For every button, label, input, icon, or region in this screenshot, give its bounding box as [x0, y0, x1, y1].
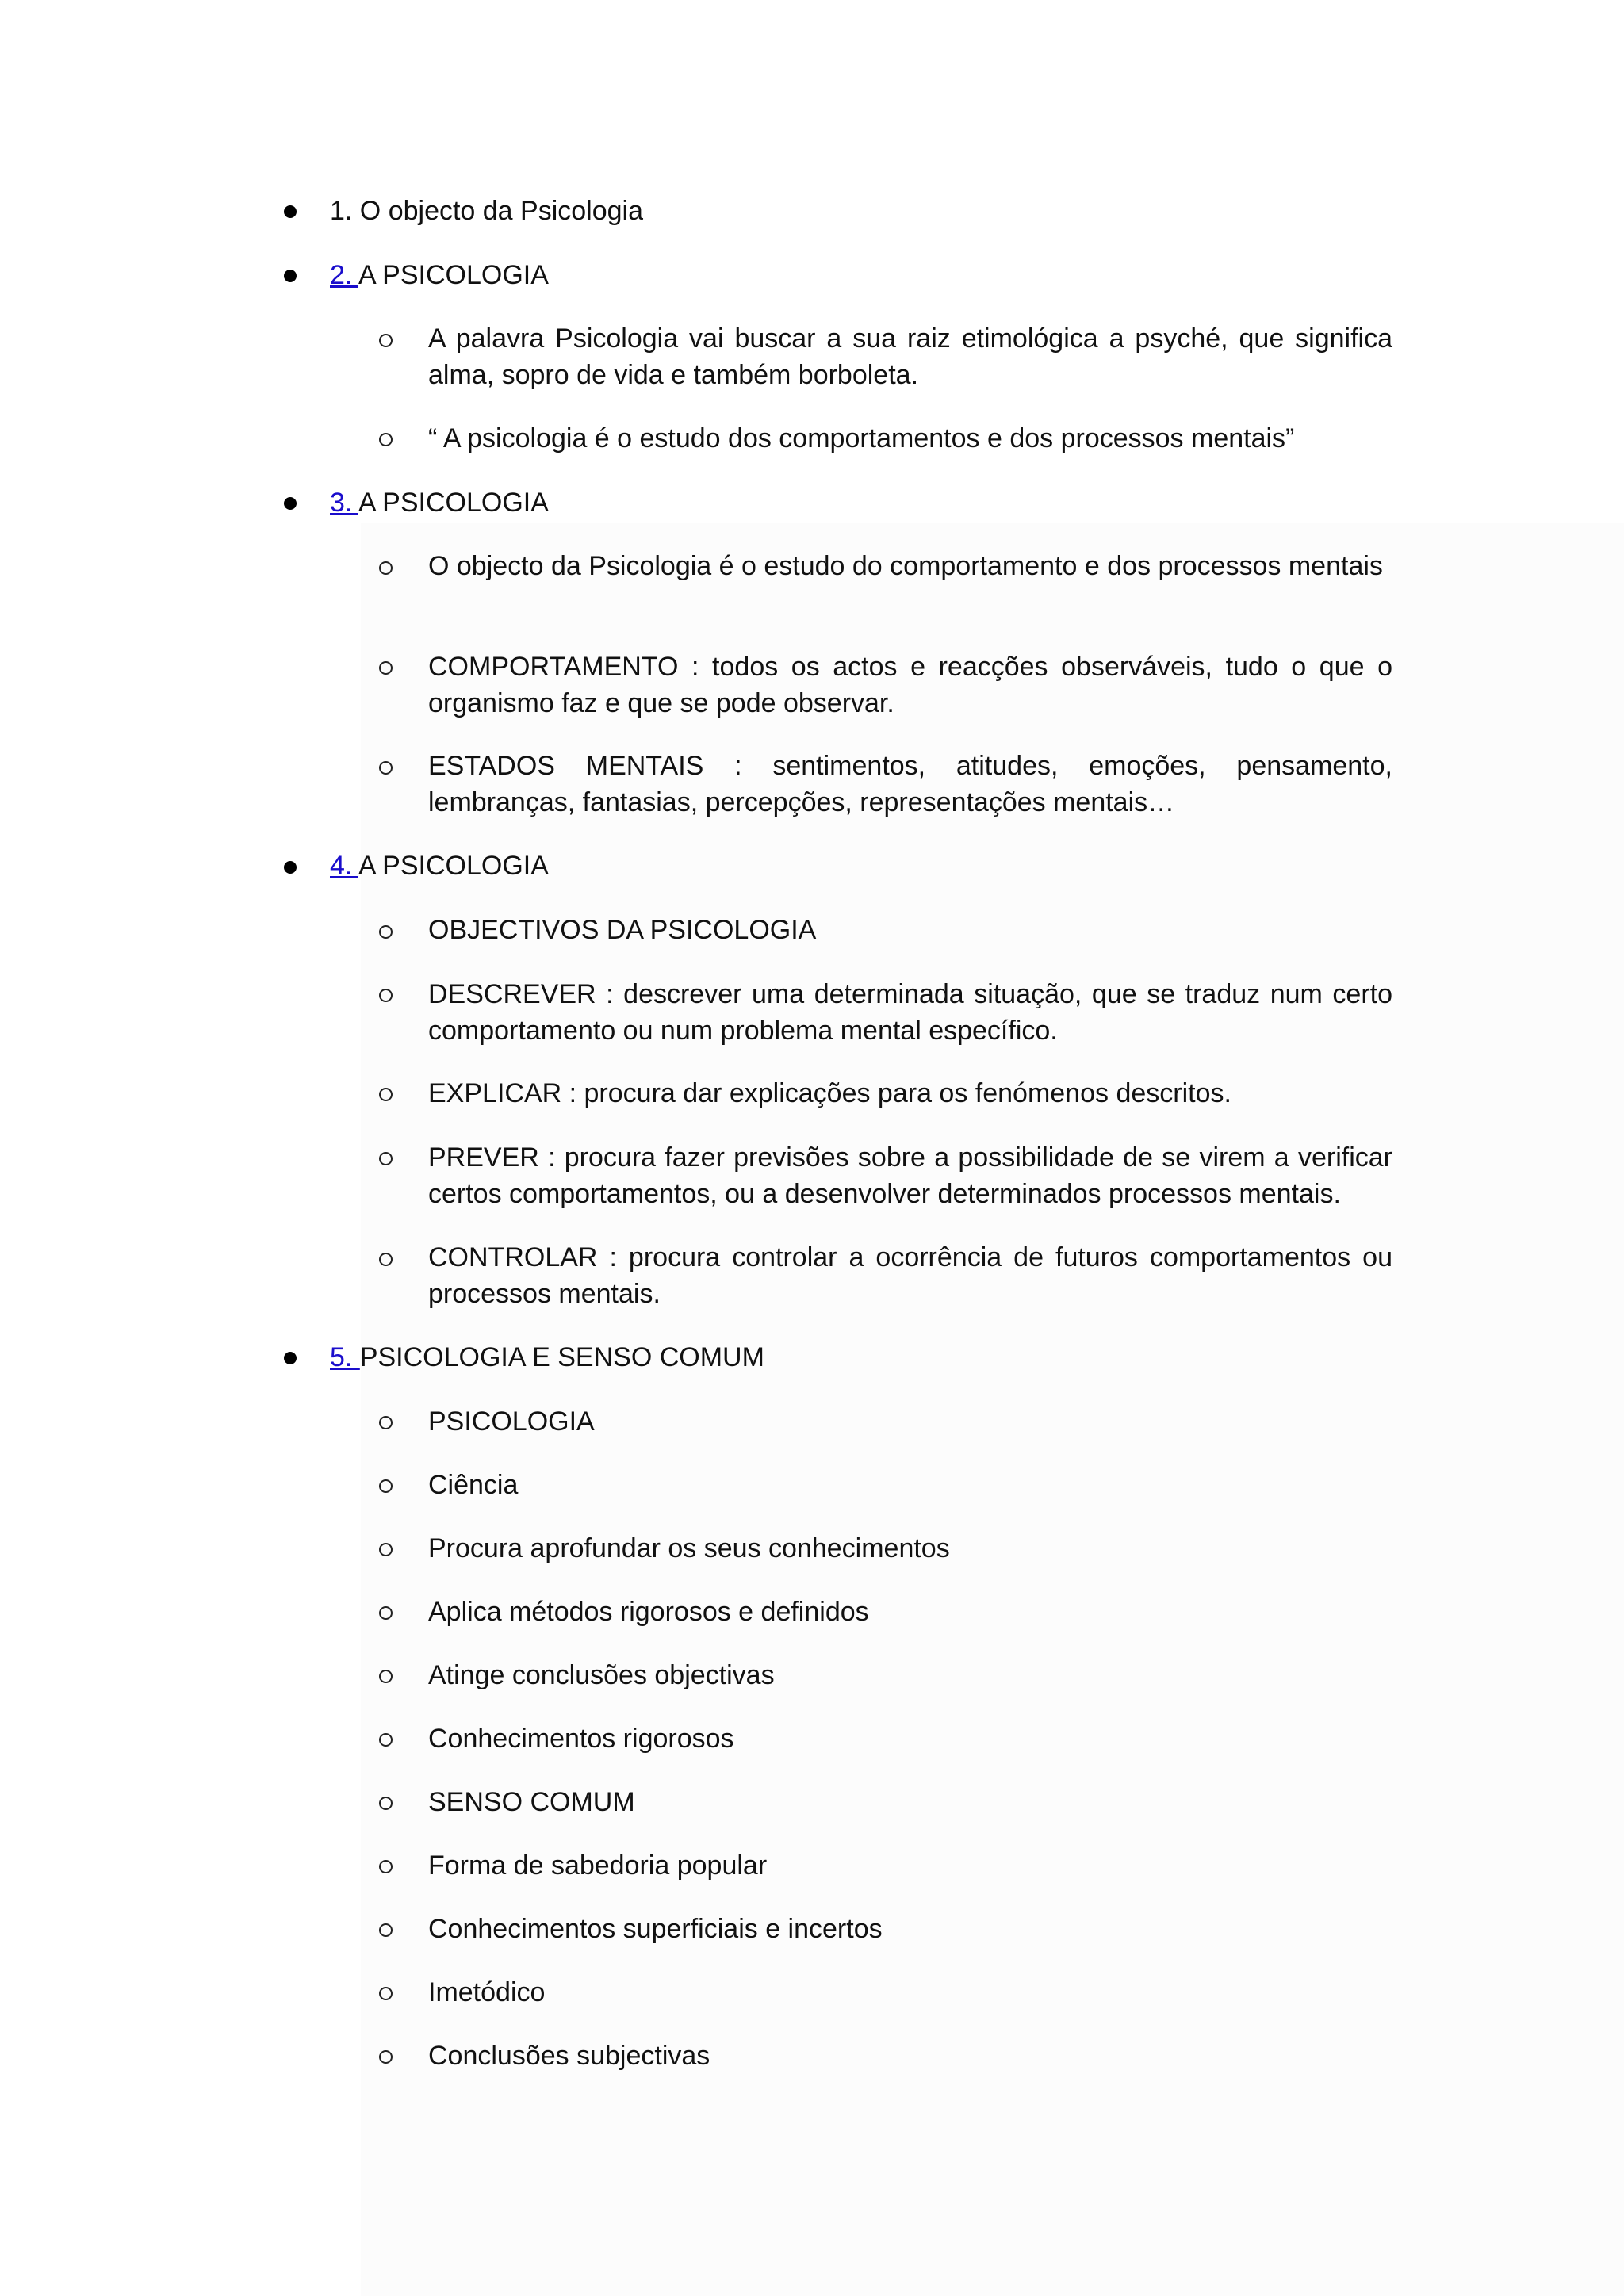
list-item: EXPLICAR : procura dar explicações para os fenómenos descritos.: [428, 1078, 1231, 1108]
circle-bullet: [379, 1479, 393, 1493]
circle-bullet: [379, 1088, 393, 1101]
circle-bullet: [379, 1923, 393, 1937]
circle-bullet: [379, 761, 393, 775]
circle-bullet: [379, 1797, 393, 1810]
bullet-dot: [284, 497, 297, 510]
list-item: SENSO COMUM: [428, 1787, 635, 1817]
list-item: Conhecimentos superficiais e incertos: [428, 1914, 883, 1944]
section-2-link[interactable]: 2.: [330, 260, 358, 290]
section-3-link[interactable]: 3.: [330, 488, 358, 518]
list-item: Conhecimentos rigorosos: [428, 1724, 734, 1754]
circle-bullet: [379, 1987, 393, 2000]
list-item: “ A psicologia é o estudo dos comportamentos e dos processos mentais”: [428, 423, 1295, 453]
section-1-title: 1. O objecto da Psicologia: [330, 196, 644, 226]
list-item: PSICOLOGIA: [428, 1406, 595, 1437]
list-item: O objecto da Psicologia é o estudo do comportamento e dos processos mentais: [428, 551, 1383, 581]
section-3-title: A PSICOLOGIA: [358, 488, 549, 518]
list-item: Conclusões subjectivas: [428, 2041, 710, 2071]
list-item: DESCREVER : descrever uma determinada situação, que se traduz num certo comportamento ou num problema mental específico.: [428, 979, 1392, 1046]
circle-bullet: [379, 334, 393, 347]
bullet-dot: [284, 1352, 297, 1364]
section-4-heading: [330, 848, 549, 884]
list-item: Imetódico: [428, 1977, 546, 2007]
circle-bullet: [379, 1152, 393, 1165]
section-4-title: A PSICOLOGIA: [358, 851, 549, 881]
circle-bullet: [379, 433, 393, 446]
list-item: ESTADOS MENTAIS : sentimentos, atitudes, emoções, pensamento, lembranças, fantasias, percepções, representações mentais…: [428, 751, 1392, 817]
circle-bullet: [379, 1543, 393, 1556]
bullet-dot: [284, 270, 297, 282]
circle-bullet: [379, 2050, 393, 2064]
list-item: Ciência: [428, 1470, 519, 1500]
section-5-link[interactable]: 5.: [330, 1342, 360, 1372]
circle-bullet: [379, 1416, 393, 1429]
circle-bullet: [379, 989, 393, 1002]
circle-bullet: [379, 925, 393, 939]
circle-bullet: [379, 661, 393, 675]
list-item: Forma de sabedoria popular: [428, 1850, 768, 1881]
circle-bullet: [379, 561, 393, 575]
circle-bullet: [379, 1606, 393, 1620]
list-item: Procura aprofundar os seus conhecimentos: [428, 1533, 950, 1563]
section-2-title: A PSICOLOGIA: [358, 260, 549, 290]
list-item: OBJECTIVOS DA PSICOLOGIA: [428, 915, 817, 945]
circle-bullet: [379, 1253, 393, 1266]
list-item: A palavra Psicologia vai buscar a sua raiz etimológica a psyché, que significa alma, sopro de vida e também borboleta.: [428, 323, 1392, 390]
circle-bullet: [379, 1860, 393, 1873]
circle-bullet: [379, 1733, 393, 1747]
list-item: CONTROLAR : procura controlar a ocorrência de futuros comportamentos ou processos mentais.: [428, 1242, 1392, 1309]
section-5-heading: [330, 1339, 764, 1376]
list-item: Atinge conclusões objectivas: [428, 1660, 775, 1690]
list-item: PREVER : procura fazer previsões sobre a possibilidade de se virem a verificar certos comportamentos, ou a desenvolver determinados processos mentais.: [428, 1142, 1392, 1209]
list-item: Aplica métodos rigorosos e definidos: [428, 1597, 869, 1627]
bullet-dot: [284, 861, 297, 874]
section-3-heading: [330, 484, 549, 521]
section-2-heading: [330, 257, 549, 293]
list-item: COMPORTAMENTO : todos os actos e reacções observáveis, tudo o que o organismo faz e que se pode observar.: [428, 652, 1392, 718]
bullet-dot: [284, 205, 297, 218]
section-5-title: PSICOLOGIA E SENSO COMUM: [359, 1342, 764, 1372]
circle-bullet: [379, 1670, 393, 1683]
section-4-link[interactable]: 4.: [330, 851, 358, 881]
